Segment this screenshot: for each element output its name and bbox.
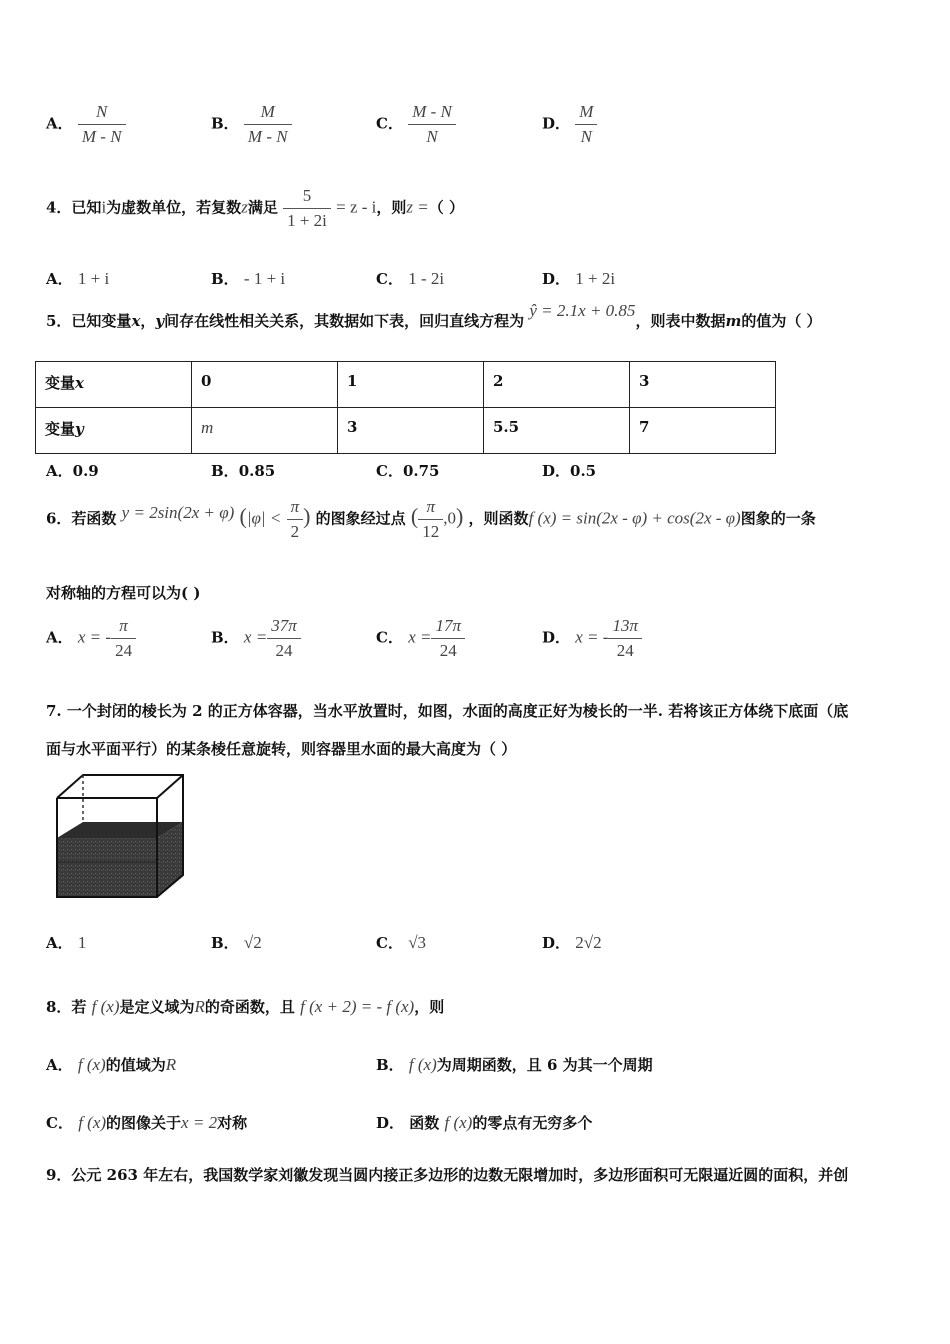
q3-option-d: D． $\frac{M}{N}$	[542, 100, 597, 149]
table-row	[36, 362, 776, 408]
table-cell: 变量x	[36, 362, 192, 408]
q7-option-b: B． √2	[211, 933, 262, 952]
q7-option-c: C． √3	[376, 933, 427, 952]
table-cell: 3	[630, 362, 776, 408]
q5-option-c: C．0.75	[376, 462, 440, 480]
q5-regression-equation: ŷ = 2.1x + 0.85	[529, 301, 636, 320]
cube-water-figure	[54, 772, 188, 900]
q5-option-d: D．0.5	[542, 462, 597, 480]
q6-option-a: A． x = - $\frac{\pi}{24}$	[46, 614, 136, 663]
q4-stem: 4．已知i为虚数单位，若复数z满足 $\frac{5}{1 + 2i}$ = z - i，则z =（ ）	[46, 184, 464, 233]
q5-option-a: A．0.9	[46, 462, 99, 480]
q7-option-d: D． 2√2	[542, 933, 602, 952]
q6-condition-fraction: $\frac{\pi}{2}$	[287, 495, 304, 544]
q5-data-table	[35, 361, 776, 454]
q6-stem-line2: 对称轴的方程可以为( )	[46, 584, 201, 602]
q6-option-d: D． x = - $\frac{13\pi}{24}$	[542, 614, 642, 663]
q5-stem: 5．已知变量x，y间存在线性相关关系，其数据如下表，回归直线方程为 ŷ = 2.1x + 0.85，则表中数据m的值为（ ）	[46, 301, 822, 330]
q3-option-d-fraction: $\frac{M}{N}$	[575, 100, 597, 149]
table-row	[36, 408, 776, 454]
q4-fraction: $\frac{5}{1 + 2i}$	[283, 184, 331, 233]
table-cell: 0	[192, 362, 338, 408]
q5-option-b: B．0.85	[211, 462, 276, 480]
table-cell: 3	[338, 408, 484, 454]
table-cell: 1	[338, 362, 484, 408]
q4-option-c: C． 1 - 2i	[376, 269, 445, 288]
q4-option-d: D． 1 + 2i	[542, 269, 616, 288]
q7-stem-line2: 面与水平面平行）的某条棱任意旋转，则容器里水面的最大高度为（ ）	[46, 740, 517, 758]
q9-stem-line1: 9．公元 263 年左右，我国数学家刘徽发现当圆内接正多边形的边数无限增加时，多边形面积可无限逼近圆的面积，并创	[46, 1166, 849, 1184]
q3-option-a: A． $\frac{N}{M - N}$	[46, 100, 126, 149]
table-cell: 5.5	[484, 408, 630, 454]
q3-option-c: C． $\frac{M - N}{N}$	[376, 100, 456, 149]
q8-option-a: A． f (x)的值域为R	[46, 1055, 177, 1074]
q7-stem-line1: 7. 一个封闭的棱长为 2 的正方体容器，当水平放置时，如图，水面的高度正好为棱长的一半. 若将该正方体绕下底面（底	[46, 702, 849, 720]
q3-option-c-fraction: $\frac{M - N}{N}$	[408, 100, 456, 149]
q8-stem: 8．若 f (x)是定义域为R的奇函数，且 f (x + 2) = - f (x)，则	[46, 997, 445, 1016]
q7-option-a: A． 1	[46, 933, 87, 952]
table-cell: m	[192, 408, 338, 454]
q4-option-b: B． - 1 + i	[211, 269, 286, 288]
table-cell: 2	[484, 362, 630, 408]
q8-option-b: B． f (x)为周期函数，且 6 为其一个周期	[376, 1055, 653, 1074]
q6-option-b: B． x = $\frac{37\pi}{24}$	[211, 614, 301, 663]
q4-option-a: A． 1 + i	[46, 269, 110, 288]
table-cell: 7	[630, 408, 776, 454]
q3-option-a-fraction: $\frac{N}{M - N}$	[78, 100, 126, 149]
q8-option-c: C． f (x)的图像关于x = 2对称	[46, 1113, 248, 1132]
q3-option-b: B． $\frac{M}{M - N}$	[211, 100, 292, 149]
q3-option-b-fraction: $\frac{M}{M - N}$	[244, 100, 292, 149]
q6-stem: 6．若函数 y = 2sin(2x + φ) (|φ| < $\frac{\pi}{2}$ ) 的图象经过点 ( $\frac{\pi}{12}$ ,0) ，则函数f (x) = sin(2x - φ) + cos(2x - φ)图象的一条	[46, 495, 816, 544]
q6-point-fraction: $\frac{\pi}{12}$	[418, 495, 443, 544]
q8-option-d: D． 函数 f (x)的零点有无穷多个	[376, 1113, 593, 1132]
q6-option-c: C． x = $\frac{17\pi}{24}$	[376, 614, 465, 663]
table-cell: 变量y	[36, 408, 192, 454]
